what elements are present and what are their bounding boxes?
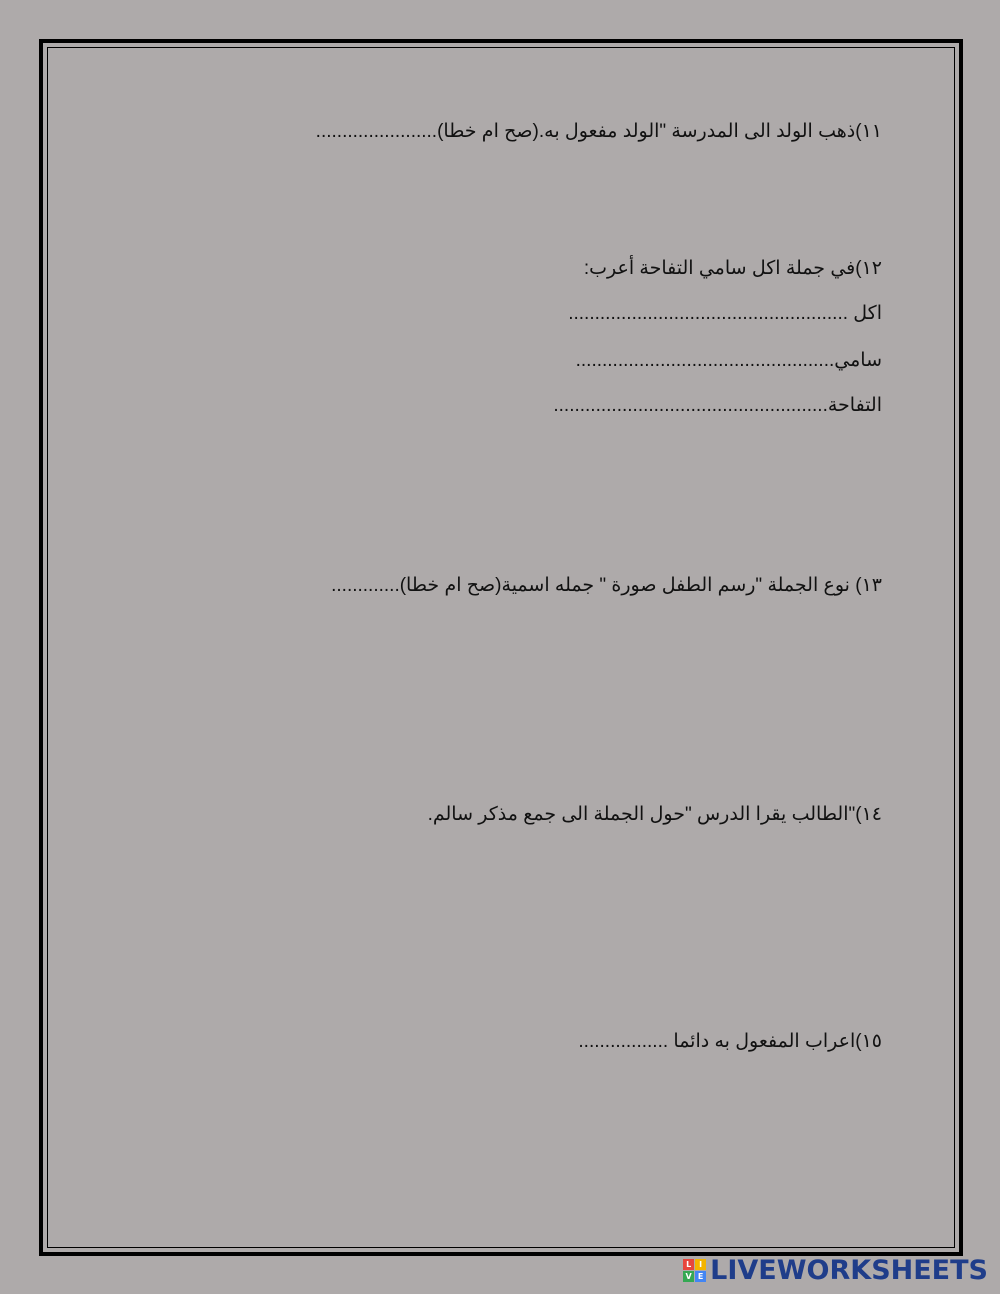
question-12-answer-line-3: التفاحة....................................................	[553, 395, 882, 416]
question-15: ١٥)اعراب المفعول به دائما .................	[578, 1031, 882, 1052]
brand-name: LIVEWORKSHEETS	[710, 1255, 988, 1286]
question-12-answer-line-1: اكل .....................................................	[568, 303, 882, 324]
liveworksheets-brand	[683, 1255, 988, 1286]
liveworksheets-logo-icon	[683, 1259, 706, 1282]
logo-letter-i: I	[695, 1259, 706, 1270]
question-12-answer-line-2: سامي.................................................	[575, 350, 882, 371]
logo-letter-e: E	[695, 1271, 706, 1282]
worksheet-frame-outer	[39, 39, 963, 1256]
question-13: ١٣) نوع الجملة "رسم الطفل صورة " جمله اسمية(صح ام خطا).............	[331, 575, 882, 596]
question-11: ١١)ذهب الولد الى المدرسة "الولد مفعول به.(صح ام خطا).......................	[315, 121, 882, 142]
worksheet-frame-inner	[47, 47, 955, 1248]
logo-letter-l: L	[683, 1259, 694, 1270]
logo-letter-v: V	[683, 1271, 694, 1282]
question-14: ١٤)"الطالب يقرا الدرس "حول الجملة الى جمع مذكر سالم.	[427, 804, 882, 825]
question-12-title: ١٢)في جملة اكل سامي التفاحة أعرب:	[583, 258, 882, 279]
